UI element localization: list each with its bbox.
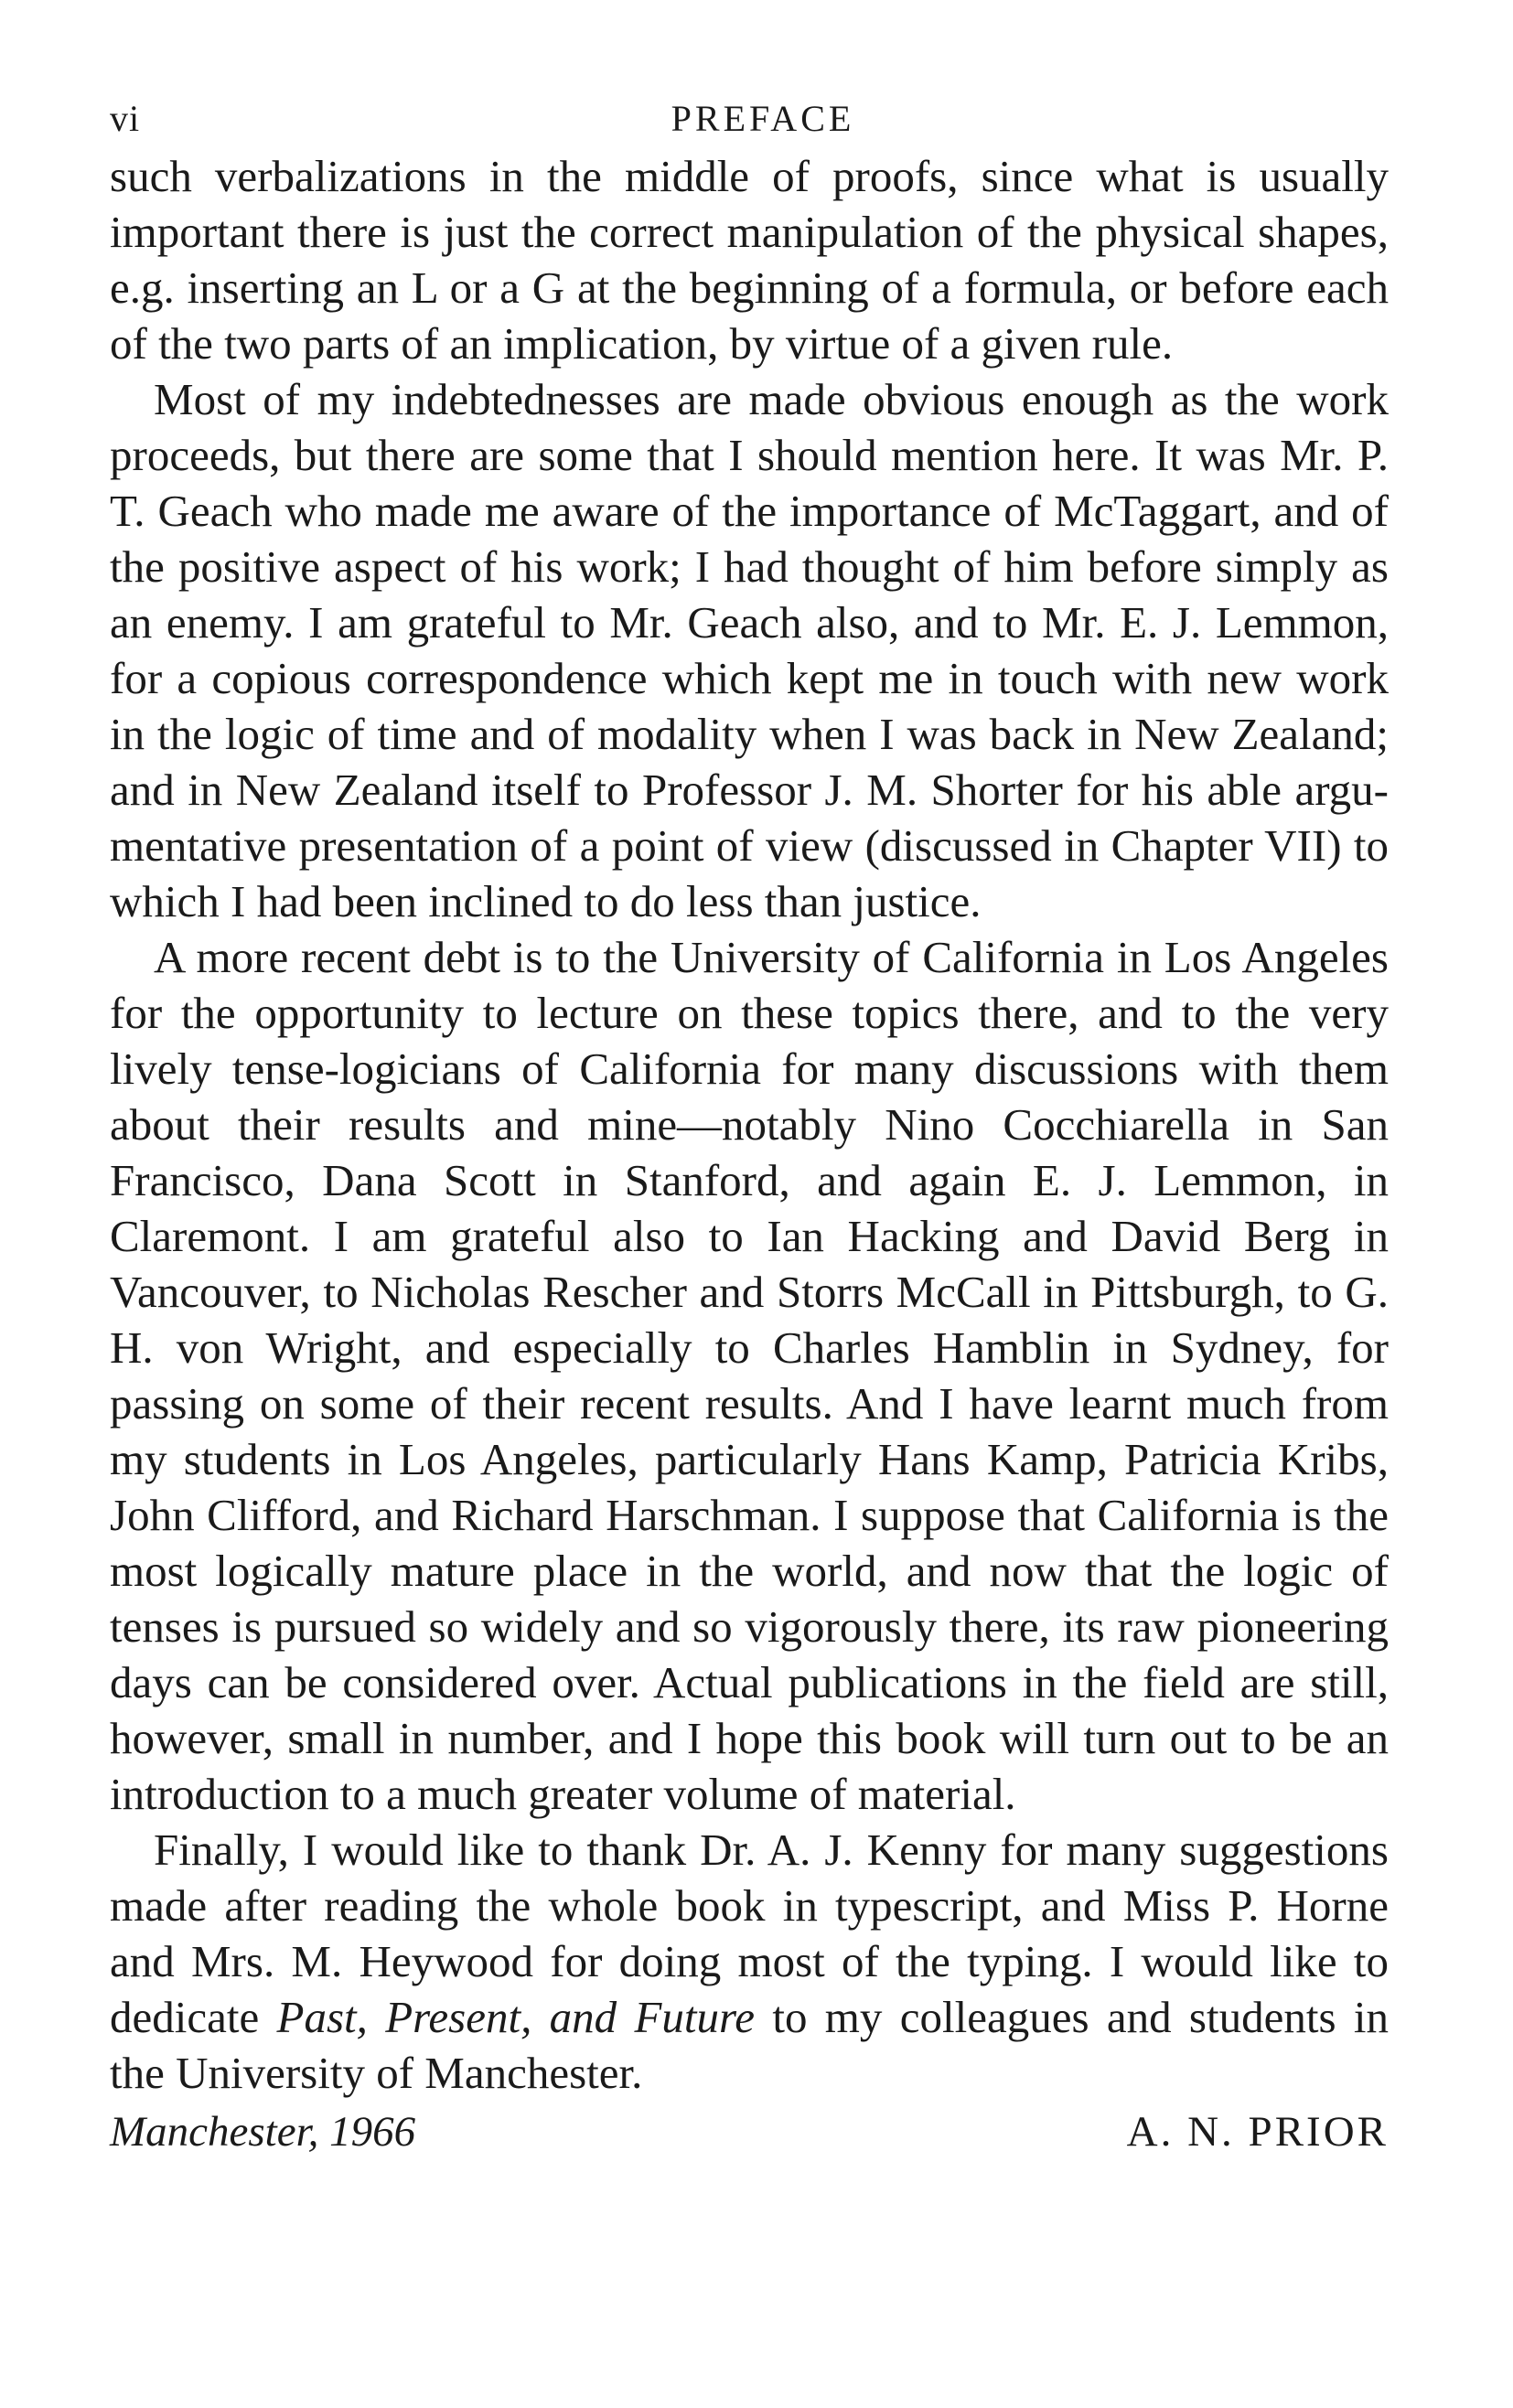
book-title: Past, Present, and Future	[276, 1992, 756, 2042]
author-name: A. N. PRIOR	[1126, 2108, 1389, 2156]
place-date: Manchester, 1966	[110, 2108, 416, 2156]
paragraph-final	[110, 1822, 1389, 2101]
preface-body	[110, 148, 1389, 2101]
signature-line	[110, 2103, 1389, 2161]
page-number: vi	[110, 98, 141, 139]
paragraph-recent-debt: A more recent debt is to the University of California in Los Angeles for the opportunity to lecture on these topics there, and to the very lively tense-logicians of California for many discussions with them about their results and mine—notably Nino Cocchiarella in San Francisco, Dana Scott in Stanford, and again E. J. Lemmon, in Claremont. I am grateful also to Ian Hacking and David Berg in Vancouver, to Nicholas Rescher and Storrs McCall in Pittsburgh, to G. H. von Wright, and especially to Charles Hamblin in Sydney, for passing on some of their recent results. And I have learnt much from my students in Los Angeles, particularly Hans Kamp, Patricia Kribs, John Clifford, and Richard Harschman. I suppose that California is the most logically mature place in the world, and now that the logic of tenses is pursued so widely and so vigorously there, its raw pioneering days can be considered over. Actual publications in the field are still, however, small in number, and I hope this book will turn out to be an introduction to a much greater volume of material.	[110, 932, 1389, 1819]
final-text-after: to my colleagues and students in the University of Manchester.	[110, 1992, 1389, 2098]
final-text-before: Finally, I would like to thank Dr. A. J. Kenny for many suggestions made after reading the whole book in typescript, and Miss P. Horne and Mrs. M. Heywood for doing most of the typing. I would like to dedicate	[110, 1825, 1389, 2042]
book-page	[110, 91, 1389, 2161]
paragraph-continuation: such verbalizations in the middle of proofs, since what is usually important there is just the correct manipulation of the physical shapes, e.g. inserting an L or a G at the beginning of a formula, or before each of the two parts of an implication, by virtue of a given rule.	[110, 151, 1389, 369]
page-header	[110, 91, 1389, 146]
running-head: PREFACE	[671, 98, 855, 139]
paragraph-indebtedness: Most of my indebtednesses are made obvious enough as the work proceeds, but there are some that I should mention here. It was Mr. P. T. Geach who made me aware of the importance of McTaggart, and of the positive aspect of his work; I had thought of him before simply as an enemy. I am grateful to Mr. Geach also, and to Mr. E. J. Lemmon, for a copious correspondence which kept me in touch with new work in the logic of time and of modality when I was back in New Zealand; and in New Zealand itself to Professor J. M. Shorter for his able argumentative presentation of a point of view (discussed in Chapter VII) to which I had been inclined to do less than justice.	[110, 374, 1389, 926]
